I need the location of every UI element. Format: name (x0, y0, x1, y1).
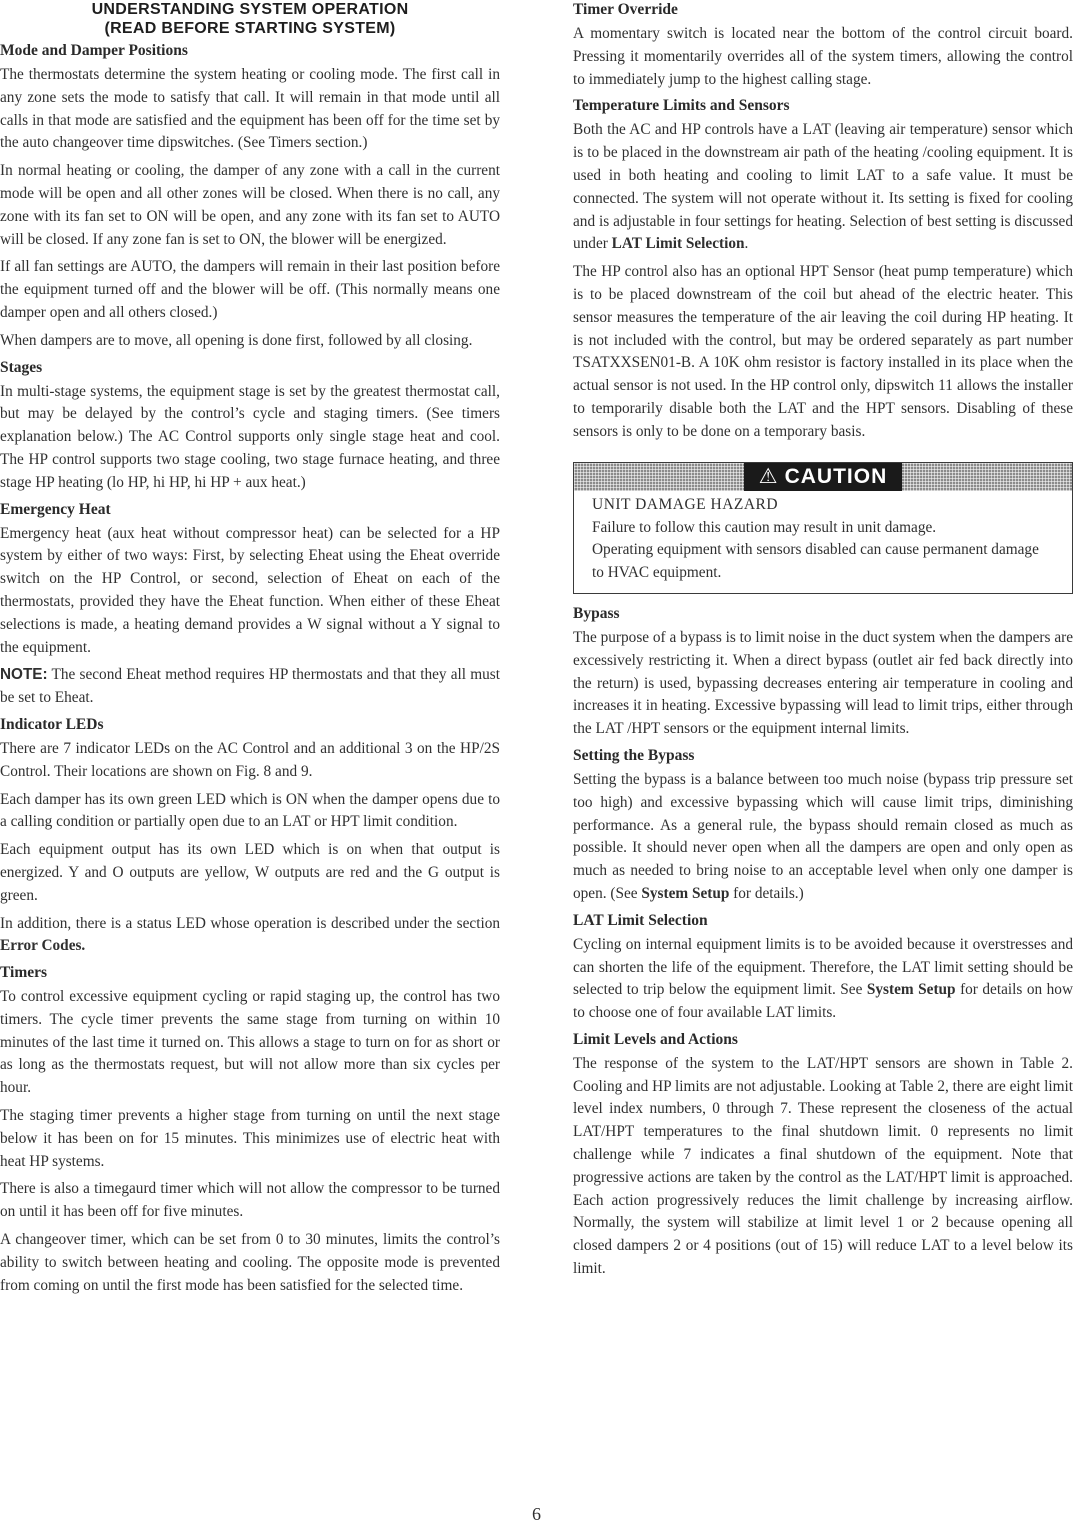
page-number: 6 (532, 1504, 541, 1524)
heading-timers: Timers (0, 964, 48, 982)
caution-text: Operating equipment with sensors disabled can cause permanent damage to HVAC equipment. (592, 541, 1039, 582)
paragraph: The response of the system to the LAT/HPT sensors are shown in Table 2. Cooling and HP limits are not adjustable. Looking at Table 2, there are eight limit level index numbers, 0 through 7. These represent the closeness of the actual LAT/HPT temperatures to the final shutdown limit. 0 represents no limit challenge while 7 indicates a final shutdown of the equipment. Note that progressive actions are taken by the control as the LAT/HPT limit is approached. Each action progressively reduces the limit challenge by increasing airflow. Normally, the system will stabilize at limit level 1 or 2 because opening all closed dampers 2 or 4 positions (out of 15) will reduce LAT to a level below its limit. (573, 1054, 1073, 1278)
section-title-line1: UNDERSTANDING SYSTEM OPERATION (91, 1, 409, 18)
paragraph (573, 769, 1073, 906)
section-reference: System Setup (641, 884, 730, 902)
paragraph: There are 7 indicator LEDs on the AC Control and an additional 3 on the HP/2S Control. Their locations are shown on Fig. 8 and 9. (0, 739, 500, 780)
section-reference: System Setup (866, 981, 956, 999)
paragraph: In multi-stage systems, the equipment stage is set by the greatest thermostat call, but may be delayed by the control’s cycle and staging timers. (See timers explanation below.) The AC Control supports only single stage heat and cool. The HP control supports two stage cooling, two stage furnace heating, and three stage HP heating (lo HP, hi HP, hi HP + aux heat.) (0, 382, 500, 491)
paragraph: Emergency heat (aux heat without compressor heat) can be selected for a HP system by either of two ways: First, by selecting Eheat using the Eheat override switch on the HP Control, or second, selection of Eheat on each of the thermostats, provided they have the Eheat function. When either of these Eheat selections is made, a heating demand provides a W signal without a Y signal to the equipment. (0, 524, 500, 656)
text: . (744, 235, 749, 253)
paragraph: The purpose of a bypass is to limit noise in the duct system when the dampers are excessively restricting it. When a direct bypass (outlet air fed back directly into the return) is used, bypassing decreases entering air temperature in cooling and increases it in heating. Excessive bypassing will lead to limit trips, either through the LAT /HPT sensors or the equipment internal limits. (573, 628, 1073, 738)
heading-indicator-leds: Indicator LEDs (0, 715, 104, 733)
caution-box (573, 462, 1073, 594)
caution-body (574, 491, 1072, 593)
paragraph: To control excessive equipment cycling or rapid staging up, the control has two timers. The cycle timer prevents the same stage from turning on within 10 minutes of the last time it turned on. This allows a stage to turn on for as short or as long as the thermostats request, but will not allow more than six cycles per hour. (0, 988, 500, 1097)
caution-title: UNIT DAMAGE HAZARD (592, 495, 779, 513)
heading-stages: Stages (0, 358, 43, 376)
section-reference: LAT Limit Selection (611, 235, 745, 253)
section-reference: Error Codes. (0, 937, 86, 955)
paragraph: Each damper has its own green LED which is ON when the damper opens due to a calling condition or partially open due to an LAT or HPT limit condition. (0, 790, 500, 831)
warning-icon: ⚠ (758, 465, 779, 489)
paragraph: In normal heating or cooling, the damper of any zone with a call in the current mode will be open and all other zones will be closed. When there is no call, any zone with its fan set to ON will be open, and any zone with its fan set to AUTO will be closed. If any zone fan is set to ON, the blower will be energized. (0, 162, 500, 248)
paragraph: Each equipment output has its own LED which is on when that output is energized. Y and O outputs are yellow, W outputs are red and the G output is green. (0, 841, 500, 904)
text: Both the AC and HP controls have a LAT (leaving air temperature) sensor which is to be placed in the downstream air path of the heating /cooling equipment. It is used in both heating and cooling to limit LAT to a safe value. It must be connected. The system will not operate without it. Its setting is fixed for cooling and is adjustable in four settings for heating. Selection of best setting is discussed under (573, 121, 1073, 253)
text: for details.) (729, 884, 804, 902)
heading-bypass: Bypass (573, 604, 620, 622)
section-title-line2: (READ BEFORE STARTING SYSTEM) (104, 20, 396, 37)
text: Setting the bypass is a balance between too much noise (bypass trip pressure set too high) and excessive bypassing which will cause limit trips, diminishing performance. As a general rule, the bypass should remain closed as much as possible. It should never open when all the dampers are open and only open as much as needed to bring noise to an acceptable level when only one damper is open. (See (573, 770, 1073, 902)
heading-limit-levels: Limit Levels and Actions (573, 1030, 738, 1048)
paragraph: The thermostats determine the system heating or cooling mode. The first call in any zone sets the mode to satisfy that call. It will remain in that mode until all calls in that mode are satisfied and the equipment has been off for the time set by the auto changeover time dipswitches. (See Timers section.) (0, 66, 500, 152)
heading-lat-limit-selection: LAT Limit Selection (573, 911, 708, 929)
caution-banner (574, 463, 1072, 491)
section-title (0, 0, 500, 38)
paragraph: The staging timer prevents a higher stage from turning on until the next stage below it has been on for 15 minutes. This minimizes use of electric heat with heat HP systems. (0, 1107, 500, 1170)
note-label: NOTE: (0, 666, 48, 684)
caution-text: Failure to follow this caution may result in unit damage. (592, 518, 937, 536)
paragraph: A momentary switch is located near the bottom of the control circuit board. Pressing it momentarily overrides all of the system timers, allowing the control to immediately jump to the highest calling stage. (573, 25, 1073, 88)
caution-badge (744, 463, 902, 491)
paragraph: If all fan settings are AUTO, the dampers will remain in their last position before the equipment turned off and the blower will be off. (This normally means one damper open and all others closed.) (0, 258, 500, 321)
paragraph (573, 934, 1073, 1025)
text: In addition, there is a status LED whose operation is described under the section (0, 914, 500, 932)
text: for details on how to choose one of four available LAT limits. (573, 981, 1073, 1022)
right-column (573, 0, 1073, 1286)
paragraph: A changeover timer, which can be set from 0 to 30 minutes, limits the control’s ability to switch between heating and cooling. The opposite mode is prevented from coming on until the first mode has been satisfied for the selected time. (0, 1231, 500, 1294)
heading-emergency-heat: Emergency Heat (0, 500, 111, 518)
paragraph: When dampers are to move, all opening is done first, followed by all closing. (0, 331, 473, 349)
caution-label: CAUTION (784, 464, 888, 488)
paragraph (573, 119, 1073, 256)
heading-setting-bypass: Setting the Bypass (573, 746, 695, 764)
note-paragraph (0, 664, 500, 710)
paragraph (0, 913, 500, 959)
heading-timer-override: Timer Override (573, 1, 678, 18)
paragraph: There is also a timegaurd timer which will not allow the compressor to be turned on until it has been off for five minutes. (0, 1180, 500, 1221)
heading-temperature-limits: Temperature Limits and Sensors (573, 97, 790, 115)
heading-mode-damper: Mode and Damper Positions (0, 42, 188, 59)
paragraph: The HP control also has an optional HPT Sensor (heat pump temperature) which is to be placed downstream of the coil but ahead of the electric heater. This sensor measures the temperature of the air leaving the coil during HP heating. It is not included with the control, but may be ordered separately as part number TSATXXSEN01-B. A 10K ohm resistor is factory installed in its place when the actual sensor is not used. In the HP control only, dipswitch 11 allows the installer to temporarily disable both the LAT and the HPT sensors. Disabling of these sensors is only to be done on a temporary basis. (573, 263, 1073, 440)
text: Cycling on internal equipment limits is to be avoided because it overstresses and can shorten the life of the equipment. Therefore, the LAT limit setting should be selected to trip below the equipment limit. See (573, 935, 1073, 999)
left-column (0, 0, 500, 1302)
note-text: The second Eheat method requires HP thermostats and that they all must be set to Eheat. (0, 666, 500, 707)
